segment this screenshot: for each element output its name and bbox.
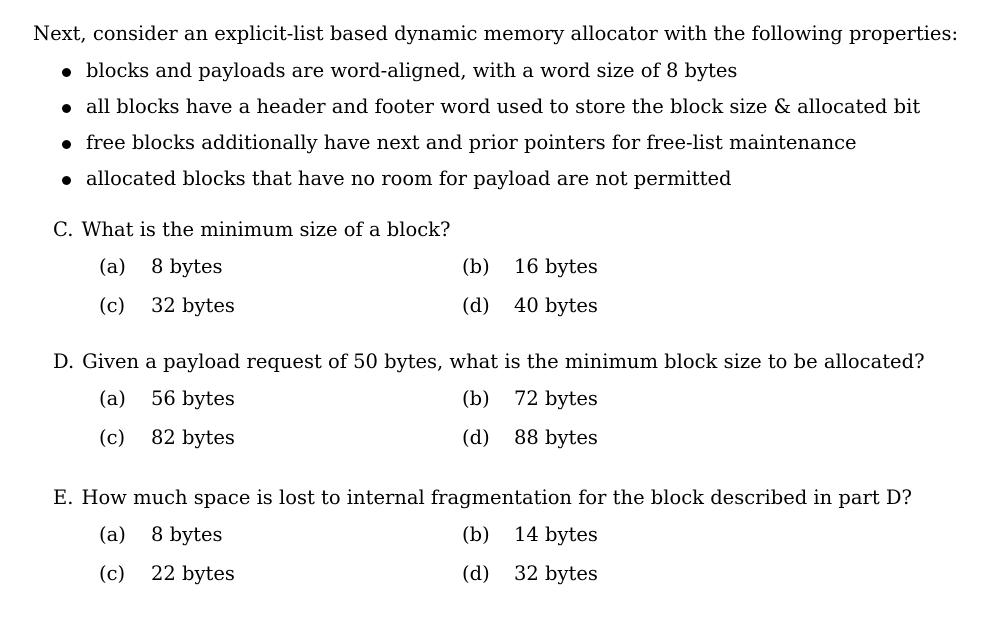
- option-c[interactable]: [99, 294, 235, 317]
- intro-paragraph: Next, consider an explicit-list based dynamic memory allocator with the following properties:: [33, 22, 959, 45]
- option-letter: (c): [99, 562, 126, 585]
- option-b[interactable]: [462, 387, 598, 410]
- option-text: 72 bytes: [514, 387, 598, 410]
- question-e: [53, 486, 953, 603]
- question-c: [53, 218, 953, 335]
- option-text: 8 bytes: [151, 523, 223, 546]
- option-text: 22 bytes: [151, 562, 235, 585]
- option-letter: (a): [99, 255, 126, 278]
- option-letter: (d): [462, 562, 490, 585]
- option-letter: (c): [99, 426, 126, 449]
- option-text: 88 bytes: [514, 426, 598, 449]
- list-item-text: free blocks additionally have next and prior pointers for free-list maintenance: [86, 131, 857, 154]
- option-text: 14 bytes: [514, 523, 598, 546]
- option-letter: (d): [462, 294, 490, 317]
- option-a[interactable]: [99, 255, 223, 278]
- option-d[interactable]: [462, 562, 598, 585]
- question-text: How much space is lost to internal fragmentation for the block described in part D?: [81, 486, 912, 509]
- option-c[interactable]: [99, 562, 235, 585]
- option-letter: (b): [462, 255, 490, 278]
- question-prompt: [53, 218, 953, 241]
- option-letter: (c): [99, 294, 126, 317]
- answer-options: [53, 387, 953, 467]
- bullet-icon: [62, 176, 71, 185]
- option-text: 82 bytes: [151, 426, 235, 449]
- question-prompt: [53, 486, 953, 509]
- option-a[interactable]: [99, 523, 223, 546]
- option-text: 40 bytes: [514, 294, 598, 317]
- option-b[interactable]: [462, 255, 598, 278]
- option-text: 32 bytes: [514, 562, 598, 585]
- option-d[interactable]: [462, 294, 598, 317]
- option-a[interactable]: [99, 387, 235, 410]
- option-letter: (d): [462, 426, 490, 449]
- option-letter: (a): [99, 387, 126, 410]
- option-letter: (b): [462, 523, 490, 546]
- question-text: Given a payload request of 50 bytes, what is the minimum block size to be allocated?: [82, 350, 925, 373]
- option-text: 8 bytes: [151, 255, 223, 278]
- question-text: What is the minimum size of a block?: [81, 218, 451, 241]
- question-d: [53, 350, 953, 467]
- option-text: 16 bytes: [514, 255, 598, 278]
- option-letter: (a): [99, 523, 126, 546]
- list-item-text: all blocks have a header and footer word used to store the block size & allocated bit: [86, 95, 921, 118]
- bullet-icon: [62, 68, 71, 77]
- bullet-icon: [62, 104, 71, 113]
- option-c[interactable]: [99, 426, 235, 449]
- question-prompt: [53, 350, 953, 373]
- option-text: 56 bytes: [151, 387, 235, 410]
- question-letter: D.: [53, 350, 75, 373]
- option-b[interactable]: [462, 523, 598, 546]
- question-letter: E.: [53, 486, 74, 509]
- question-letter: C.: [53, 218, 74, 241]
- bullet-icon: [62, 140, 71, 149]
- list-item-text: allocated blocks that have no room for payload are not permitted: [86, 167, 732, 190]
- option-d[interactable]: [462, 426, 598, 449]
- list-item-text: blocks and payloads are word-aligned, with a word size of 8 bytes: [86, 59, 738, 82]
- option-text: 32 bytes: [151, 294, 235, 317]
- option-letter: (b): [462, 387, 490, 410]
- answer-options: [53, 523, 953, 603]
- answer-options: [53, 255, 953, 335]
